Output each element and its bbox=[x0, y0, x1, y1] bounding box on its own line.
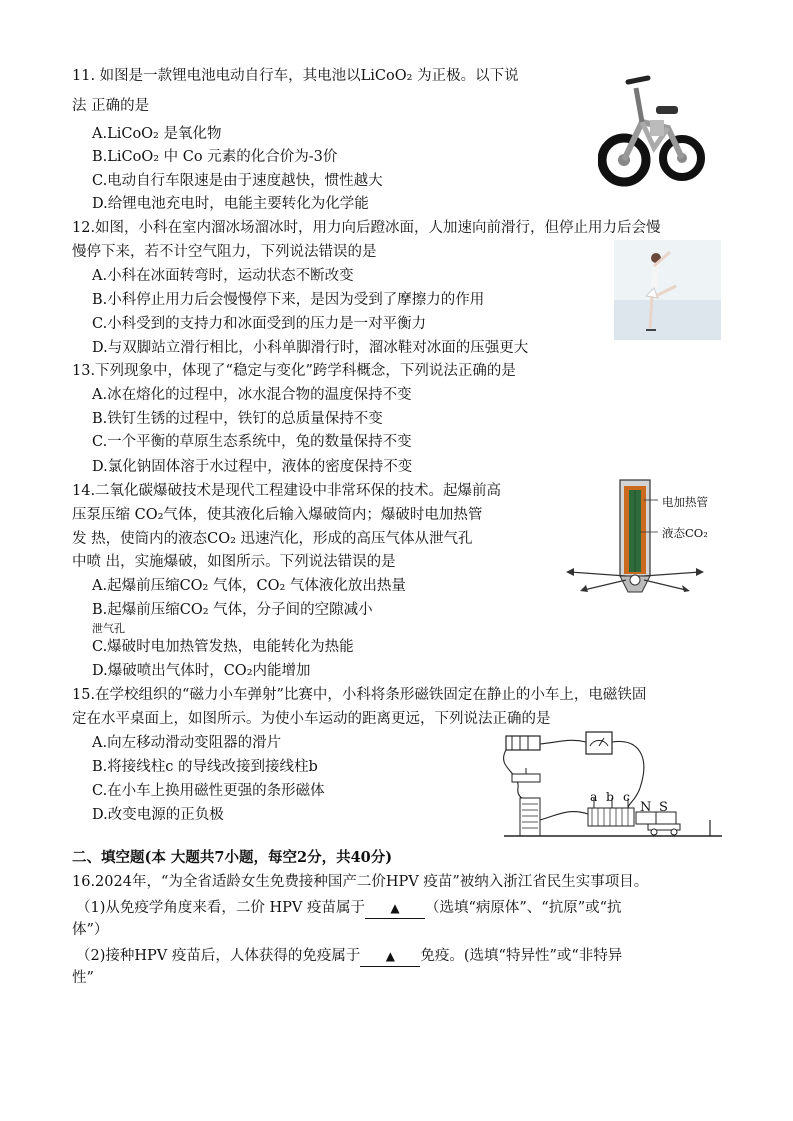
q16-sub2-prefix: （2)接种HPV 疫苗后，人体获得的免疫属于 bbox=[76, 948, 361, 964]
blank-marker-icon: ▲ bbox=[385, 949, 395, 963]
fig-label-heater: 电加热管 bbox=[662, 495, 708, 509]
q16-sub2-line2: 性” bbox=[72, 970, 94, 986]
section-2-title: 二、填空题(本 大题共7小题，每空2分，共40分) bbox=[72, 849, 393, 866]
q16-sub2-suffix: 免疫。(选填“特异性”或“非特异 bbox=[420, 948, 623, 964]
ice-skater-figure bbox=[614, 240, 721, 340]
q16-sub1-prefix: （1)从免疫学角度来看，二价 HPV 疫苗属于 bbox=[76, 900, 365, 916]
q11-stem-line1: 11. 如图是一款锂电池电动自行车，其电池以LiCoO₂ 为正极。以下说 bbox=[72, 68, 519, 84]
q13-option-b: B.铁钉生锈的过程中，铁钉的总质量保持不变 bbox=[92, 411, 383, 427]
terminal-b-label: b bbox=[606, 789, 615, 804]
q16-sub1-blank[interactable] bbox=[365, 898, 425, 919]
q15-option-b: B.将接线柱c 的导线改接到接线柱b bbox=[92, 759, 318, 775]
q11-stem-line2: 法 正确的是 bbox=[72, 98, 150, 114]
q14-option-d: D.爆破喷出气体时，CO₂内能增加 bbox=[92, 663, 311, 679]
q13-option-c: C.一个平衡的草原生态系统中，兔的数量保持不变 bbox=[92, 434, 412, 450]
q13-option-a: A.冰在熔化的过程中，冰水混合物的温度保持不变 bbox=[92, 387, 412, 403]
north-pole-label: N bbox=[640, 800, 652, 815]
q16-sub1-line2: 体”） bbox=[72, 922, 109, 938]
q16-sub1-line1 bbox=[76, 898, 622, 919]
q16-stem: 16.2024年，“为全省适龄女生免费接种国产二价HPV 疫苗”被纳入浙江省民生实事项目。 bbox=[72, 874, 649, 890]
q11-option-a: A.LiCoO₂ 是氧化物 bbox=[92, 126, 222, 142]
q15-stem-line1: 15.在学校组织的“磁力小车弹射”比赛中，小科将条形磁铁固定在静止的小车上，电磁铁固 bbox=[72, 687, 647, 703]
q12-stem-line1: 12.如图，小科在室内溜冰场溜冰时，用力向后蹬冰面，人加速向前滑行，但停止用力后会慢 bbox=[72, 220, 661, 236]
q16-sub2-blank[interactable] bbox=[360, 946, 420, 967]
q15-option-d: D.改变电源的正负极 bbox=[92, 807, 224, 823]
q14-option-b: B.起爆前压缩CO₂ 气体，分子间的空隙减小 bbox=[92, 602, 373, 618]
q15-stem-line2: 定在水平桌面上，如图所示。为使小车运动的距离更远，下列说法正确的是 bbox=[72, 711, 551, 727]
q14-stem-line4: 中喷 出，实施爆破，如图所示。下列说法错误的是 bbox=[72, 554, 396, 570]
south-pole-label: S bbox=[659, 800, 668, 815]
q14-stray-label: 泄气孔 bbox=[92, 622, 125, 635]
q14-stem-line3: 发 热，使筒内的液态CO₂ 迅速汽化，形成的高压气体从泄气孔 bbox=[72, 531, 473, 547]
terminal-a-label: a bbox=[590, 789, 598, 804]
q11-option-b: B.LiCoO₂ 中 Co 元素的化合价为-3价 bbox=[92, 149, 338, 165]
electromagnet-circuit-figure bbox=[500, 728, 725, 840]
terminal-c-label: c bbox=[623, 789, 631, 804]
q13-option-d: D.氯化钠固体溶于水过程中，液体的密度保持不变 bbox=[92, 459, 413, 475]
q11-option-d: D.给锂电池充电时，电能主要转化为化学能 bbox=[92, 196, 369, 212]
electric-bike-figure bbox=[598, 66, 706, 192]
q14-option-a: A.起爆前压缩CO₂ 气体，CO₂ 气体液化放出热量 bbox=[92, 578, 406, 594]
q12-option-d: D.与双脚站立滑行相比，小科单脚滑行时，溜冰鞋对冰面的压强更大 bbox=[92, 340, 529, 356]
q12-option-c: C.小科受到的支持力和冰面受到的压力是一对平衡力 bbox=[92, 316, 427, 332]
q12-stem-line2: 慢停下来，若不计空气阻力，下列说法错误的是 bbox=[72, 244, 377, 260]
q15-option-a: A.向左移动滑动变阻器的滑片 bbox=[92, 735, 282, 751]
blank-marker-icon: ▲ bbox=[390, 901, 400, 915]
q15-option-c: C.在小车上换用磁性更强的条形磁体 bbox=[92, 783, 325, 799]
q13-stem: 13.下列现象中，体现了“稳定与变化”跨学科概念，下列说法正确的是 bbox=[72, 363, 516, 379]
co2-blasting-tube-figure bbox=[562, 476, 752, 601]
q12-option-b: B.小科停止用力后会慢慢停下来，是因为受到了摩擦力的作用 bbox=[92, 292, 485, 308]
fig-label-liquid-co2: 液态CO₂ bbox=[662, 526, 708, 540]
q16-sub2-line1 bbox=[76, 946, 622, 967]
q11-option-c: C.电动自行车限速是由于速度越快，惯性越大 bbox=[92, 173, 383, 189]
q14-stem-line1: 14.二氧化碳爆破技术是现代工程建设中非常环保的技术。起爆前高 bbox=[72, 483, 502, 499]
q14-stem-line2: 压泵压缩 CO₂气体，使其液化后输入爆破筒内；爆破时电加热管 bbox=[72, 507, 483, 523]
q16-sub1-suffix: （选填“病原体”、“抗原”或“抗 bbox=[424, 900, 622, 916]
q14-option-c: C.爆破时电加热管发热，电能转化为热能 bbox=[92, 639, 354, 655]
q12-option-a: A.小科在冰面转弯时，运动状态不断改变 bbox=[92, 268, 354, 284]
